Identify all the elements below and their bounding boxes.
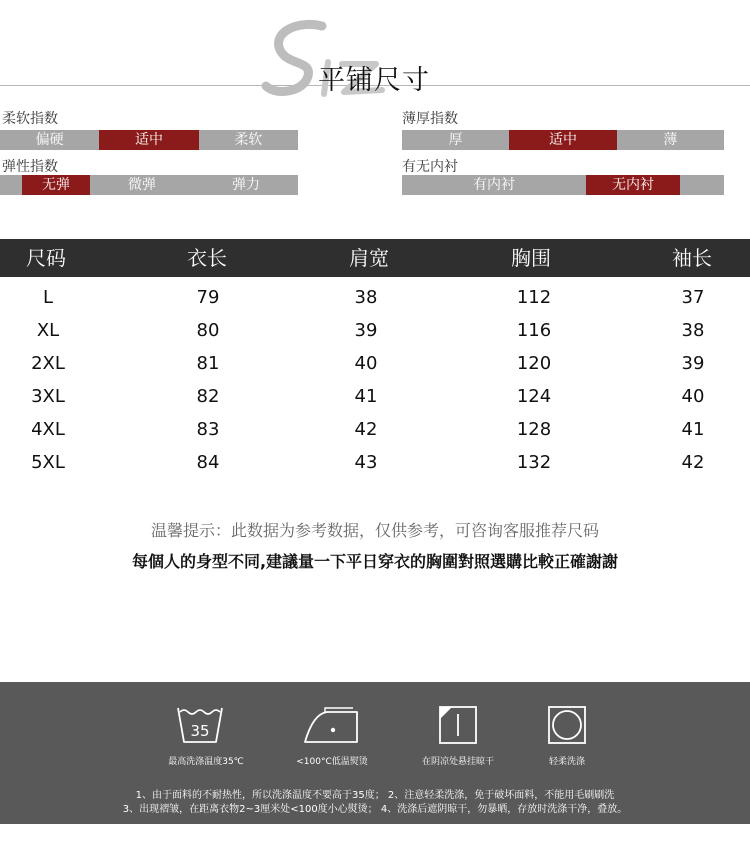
softness-option-medium: 适中 bbox=[99, 130, 198, 150]
iron-caption: <100°C低温熨烫 bbox=[296, 757, 368, 767]
care-note-line2: 3、出现褶皱，在距离衣物2~3厘米处<100度小心熨烫； 4、洗涤后遮阴晾干，勿暴晒，存放时洗涤干净，叠放。 bbox=[122, 804, 628, 815]
cell-length: 82 bbox=[196, 386, 220, 407]
thickness-label: 薄厚指数 bbox=[402, 111, 458, 127]
page-title: 平铺尺寸 bbox=[318, 65, 430, 96]
col-header-sleeve: 袖长 bbox=[672, 246, 712, 270]
lining-scale bbox=[402, 175, 724, 195]
size-table-header bbox=[0, 239, 750, 277]
dry-caption: 在阴凉处悬挂晾干 bbox=[421, 757, 495, 767]
cell-length: 84 bbox=[196, 452, 220, 473]
cell-sleeve: 38 bbox=[681, 320, 705, 341]
cell-chest: 128 bbox=[516, 419, 552, 440]
cell-sleeve: 41 bbox=[681, 419, 705, 440]
col-header-chest: 胸围 bbox=[511, 246, 551, 270]
elasticity-option-none: 无弹 bbox=[22, 175, 90, 195]
wash-temp-caption: 最高洗涤温度35℃ bbox=[168, 757, 244, 767]
cell-shoulder: 41 bbox=[354, 386, 378, 407]
col-header-length: 衣长 bbox=[187, 246, 227, 270]
cell-chest: 112 bbox=[516, 287, 552, 308]
line-dry-shade-icon bbox=[437, 704, 479, 746]
cell-size: XL bbox=[36, 320, 60, 341]
cell-length: 81 bbox=[196, 353, 220, 374]
elasticity-scale bbox=[0, 175, 298, 195]
cell-sleeve: 39 bbox=[681, 353, 705, 374]
cell-chest: 132 bbox=[516, 452, 552, 473]
table-row bbox=[0, 413, 750, 446]
cell-sleeve: 42 bbox=[681, 452, 705, 473]
thickness-scale bbox=[402, 130, 724, 150]
cell-shoulder: 40 bbox=[354, 353, 378, 374]
softness-label: 柔软指数 bbox=[2, 111, 58, 127]
care-note-line1: 1、由于面料的不耐热性，所以洗涤温度不要高于35度； 2、注意轻柔洗涤，免于破坏面料，不能用毛刷刷洗 bbox=[135, 790, 615, 801]
wash-temp-label: 35 bbox=[190, 722, 210, 740]
care-instructions-panel bbox=[0, 682, 750, 824]
cell-length: 79 bbox=[196, 287, 220, 308]
gentle-wash-icon bbox=[546, 704, 588, 746]
cell-size: 5XL bbox=[31, 452, 65, 473]
cell-length: 80 bbox=[196, 320, 220, 341]
measure-tip: 每個人的身型不同,建議量一下平日穿衣的胸圍對照選購比較正確謝謝 bbox=[131, 552, 619, 571]
cell-length: 83 bbox=[196, 419, 220, 440]
softness-scale bbox=[0, 130, 298, 150]
col-header-shoulder: 肩宽 bbox=[349, 246, 389, 270]
softness-option-soft: 柔软 bbox=[234, 132, 263, 148]
reference-tip: 温馨提示：此数据为参考数据，仅供参考，可咨询客服推荐尺码 bbox=[150, 521, 599, 540]
cell-shoulder: 39 bbox=[354, 320, 378, 341]
cell-size: L bbox=[42, 287, 54, 308]
cell-sleeve: 40 bbox=[681, 386, 705, 407]
table-row bbox=[0, 446, 750, 479]
wash-35-icon bbox=[176, 704, 224, 746]
cell-shoulder: 43 bbox=[354, 452, 378, 473]
cell-chest: 120 bbox=[516, 353, 552, 374]
lining-option-without: 无内衬 bbox=[586, 175, 680, 195]
gentle-wash-caption: 轻柔洗涤 bbox=[548, 757, 586, 767]
elasticity-option-slight: 微弹 bbox=[128, 177, 156, 193]
cell-size: 3XL bbox=[31, 386, 65, 407]
lining-option-with: 有内衬 bbox=[473, 177, 515, 193]
thickness-option-thin: 薄 bbox=[663, 132, 678, 148]
elasticity-label: 弹性指数 bbox=[2, 159, 58, 175]
cell-shoulder: 38 bbox=[354, 287, 378, 308]
lining-label: 有无内衬 bbox=[402, 159, 458, 175]
cell-chest: 124 bbox=[516, 386, 552, 407]
iron-low-icon bbox=[301, 704, 361, 746]
thickness-option-medium: 适中 bbox=[509, 130, 616, 150]
cell-shoulder: 42 bbox=[354, 419, 378, 440]
table-row bbox=[0, 281, 750, 314]
col-header-size: 尺码 bbox=[26, 246, 66, 270]
cell-sleeve: 37 bbox=[681, 287, 705, 308]
table-row bbox=[0, 314, 750, 347]
table-row bbox=[0, 380, 750, 413]
cell-size: 4XL bbox=[31, 419, 65, 440]
table-row bbox=[0, 347, 750, 380]
cell-size: 2XL bbox=[31, 353, 65, 374]
cell-chest: 116 bbox=[516, 320, 552, 341]
elasticity-option-elastic: 弹力 bbox=[232, 177, 260, 193]
thickness-option-thick: 厚 bbox=[448, 132, 463, 148]
softness-option-hard: 偏硬 bbox=[35, 132, 64, 148]
